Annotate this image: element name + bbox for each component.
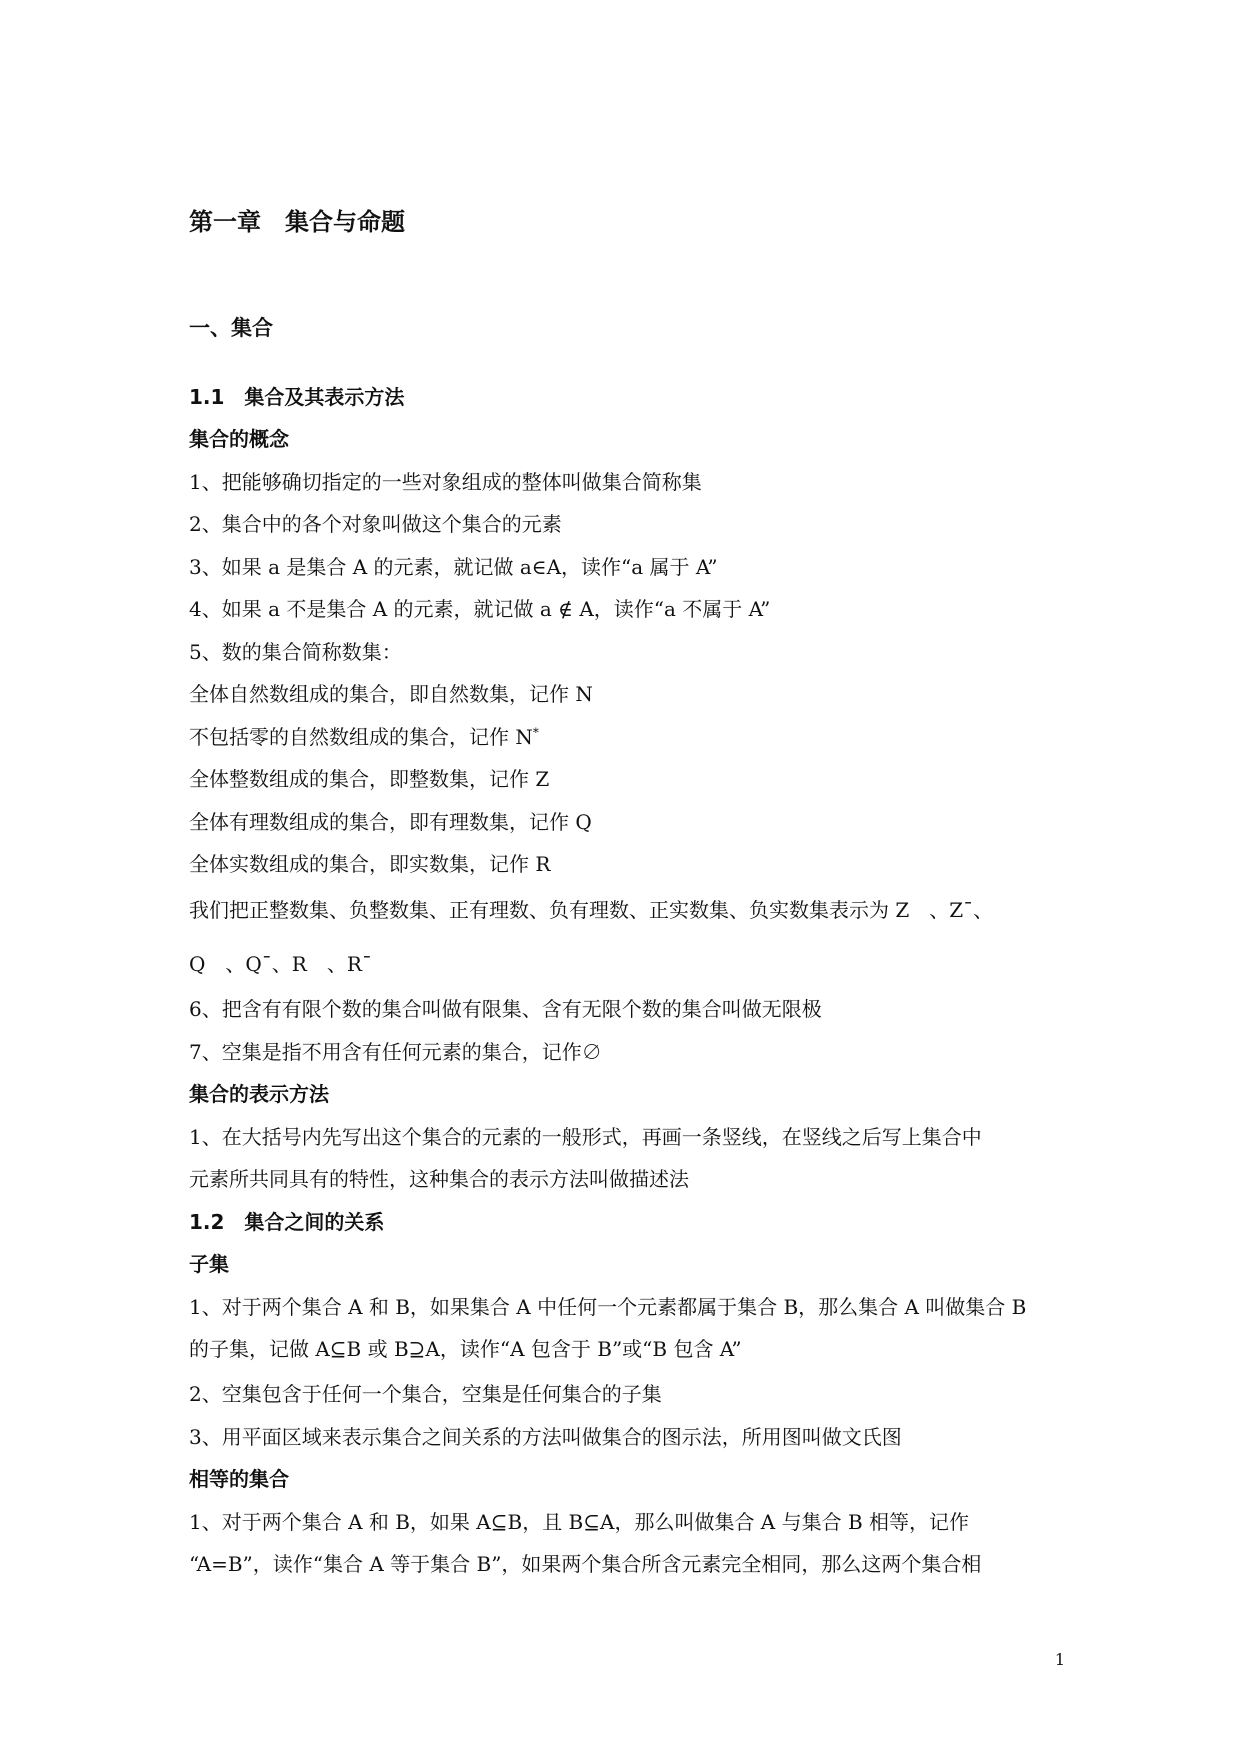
number-set-positive-natural-text: 不包括零的自然数组成的集合，记作 N: [189, 725, 533, 749]
subset-item-2: 2、空集包含于任何一个集合，空集是任何集合的子集: [189, 1382, 662, 1406]
concept-item-7: 7、空集是指不用含有任何元素的集合，记作∅: [189, 1040, 602, 1064]
concept-item: 1、把能够确切指定的一些对象组成的整体叫做集合简称集: [189, 470, 702, 494]
superscript-asterisk: *: [532, 725, 539, 740]
number-set-positive-natural: [189, 725, 539, 749]
equal-item-line-1: 1、对于两个集合 A 和 B，如果 A⊆B，且 B⊆A，那么叫做集合 A 与集合 B 相等，记作: [189, 1510, 970, 1534]
concept-item: 4、如果 a 不是集合 A 的元素，就记做 a ∉ A，读作“a 不属于 A”: [189, 597, 771, 621]
heading-concept: 集合的概念: [189, 427, 289, 451]
heading-representation: 集合的表示方法: [189, 1082, 329, 1106]
concept-item-6: 6、把含有有限个数的集合叫做有限集、含有无限个数的集合叫做无限极: [189, 997, 822, 1021]
representation-item-line-1: 1、在大括号内先写出这个集合的元素的一般形式，再画一条竖线，在竖线之后写上集合中: [189, 1125, 982, 1149]
chapter-title: 第一章 集合与命题: [189, 208, 405, 236]
subset-item-3: 3、用平面区域来表示集合之间关系的方法叫做集合的图示法，所用图叫做文氏图: [189, 1425, 902, 1449]
number-set-natural: 全体自然数组成的集合，即自然数集，记作 N: [189, 682, 593, 706]
subsection-title: 1.1 集合及其表示方法: [189, 385, 405, 409]
subset-item-line-1: 1、对于两个集合 A 和 B，如果集合 A 中任何一个元素都属于集合 B，那么集合 A 叫做集合 B: [189, 1295, 1027, 1319]
concept-item: 3、如果 a 是集合 A 的元素，就记做 a∈A，读作“a 属于 A”: [189, 555, 718, 579]
signed-sets-line-2: Q 、Q¯、R 、R¯: [189, 952, 372, 976]
heading-equal: 相等的集合: [189, 1467, 289, 1491]
subset-item-line-2: 的子集，记做 A⊆B 或 B⊇A，读作“A 包含于 B”或“B 包含 A”: [189, 1337, 742, 1361]
number-set-integer: 全体整数组成的集合，即整数集，记作 Z: [189, 767, 550, 791]
heading-subset: 子集: [189, 1252, 229, 1276]
concept-item: 2、集合中的各个对象叫做这个集合的元素: [189, 512, 562, 536]
equal-item-line-2: “A=B”，读作“集合 A 等于集合 B”，如果两个集合所含元素完全相同，那么这两个集合相: [189, 1552, 982, 1576]
representation-item-line-2: 元素所共同具有的特性，这种集合的表示方法叫做描述法: [189, 1167, 689, 1191]
number-set-rational: 全体有理数组成的集合，即有理数集，记作 Q: [189, 810, 592, 834]
signed-sets-line-1: 我们把正整数集、负整数集、正有理数、负有理数、正实数集、负实数集表示为 Z 、Z¯、: [189, 898, 994, 922]
concept-item: 5、数的集合简称数集：: [189, 640, 402, 664]
subsection-title: 1.2 集合之间的关系: [189, 1210, 385, 1234]
page-number: 1: [1054, 1650, 1066, 1669]
number-set-real: 全体实数组成的集合，即实数集，记作 R: [189, 852, 551, 876]
section-title: 一、集合: [189, 316, 273, 340]
